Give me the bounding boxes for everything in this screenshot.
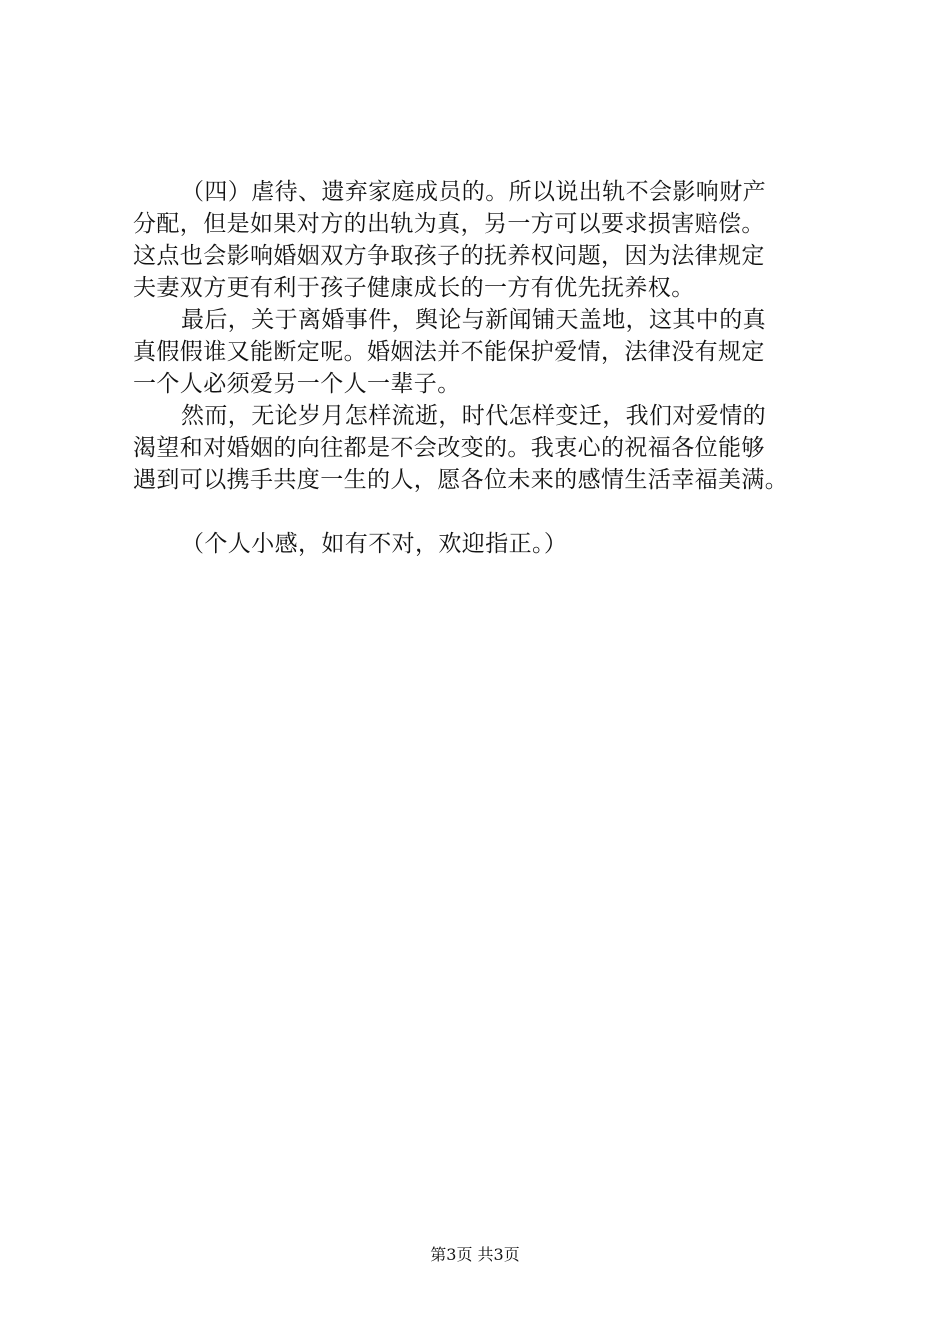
closing-note: （个人小感，如有不对，欢迎指正。） xyxy=(181,531,568,557)
paragraph-line: 夫妻双方更有利于孩子健康成长的一方有优先抚养权。 xyxy=(133,275,695,301)
page-number-footer: 第3页 共3页 xyxy=(430,1245,520,1264)
paragraph-line: 最后，关于离婚事件，舆论与新闻铺天盖地，这其中的真 xyxy=(181,307,766,333)
paragraph-line: 遇到可以携手共度一生的人，愿各位未来的感情生活幸福美满。 xyxy=(133,467,789,493)
paragraph xyxy=(133,304,853,400)
paragraph-spacer xyxy=(133,496,853,528)
document-body xyxy=(133,176,853,560)
paragraph-line: 这点也会影响婚姻双方争取孩子的抚养权问题，因为法律规定 xyxy=(133,243,765,269)
paragraph-line: 渴望和对婚姻的向往都是不会改变的。我衷心的祝福各位能够 xyxy=(133,435,765,461)
paragraph xyxy=(133,176,853,304)
paragraph xyxy=(133,400,853,496)
paragraph-line: 一个人必须爱另一个人一辈子。 xyxy=(133,371,461,397)
paragraph-line: 然而，无论岁月怎样流逝，时代怎样变迁，我们对爱情的 xyxy=(181,403,766,429)
paragraph-line: 分配，但是如果对方的出轨为真，另一方可以要求损害赔偿。 xyxy=(133,211,765,237)
paragraph-line: 真假假谁又能断定呢。婚姻法并不能保护爱情，法律没有规定 xyxy=(133,339,765,365)
paragraph-line: （四）虐待、遗弃家庭成员的。所以说出轨不会影响财产 xyxy=(181,179,766,205)
